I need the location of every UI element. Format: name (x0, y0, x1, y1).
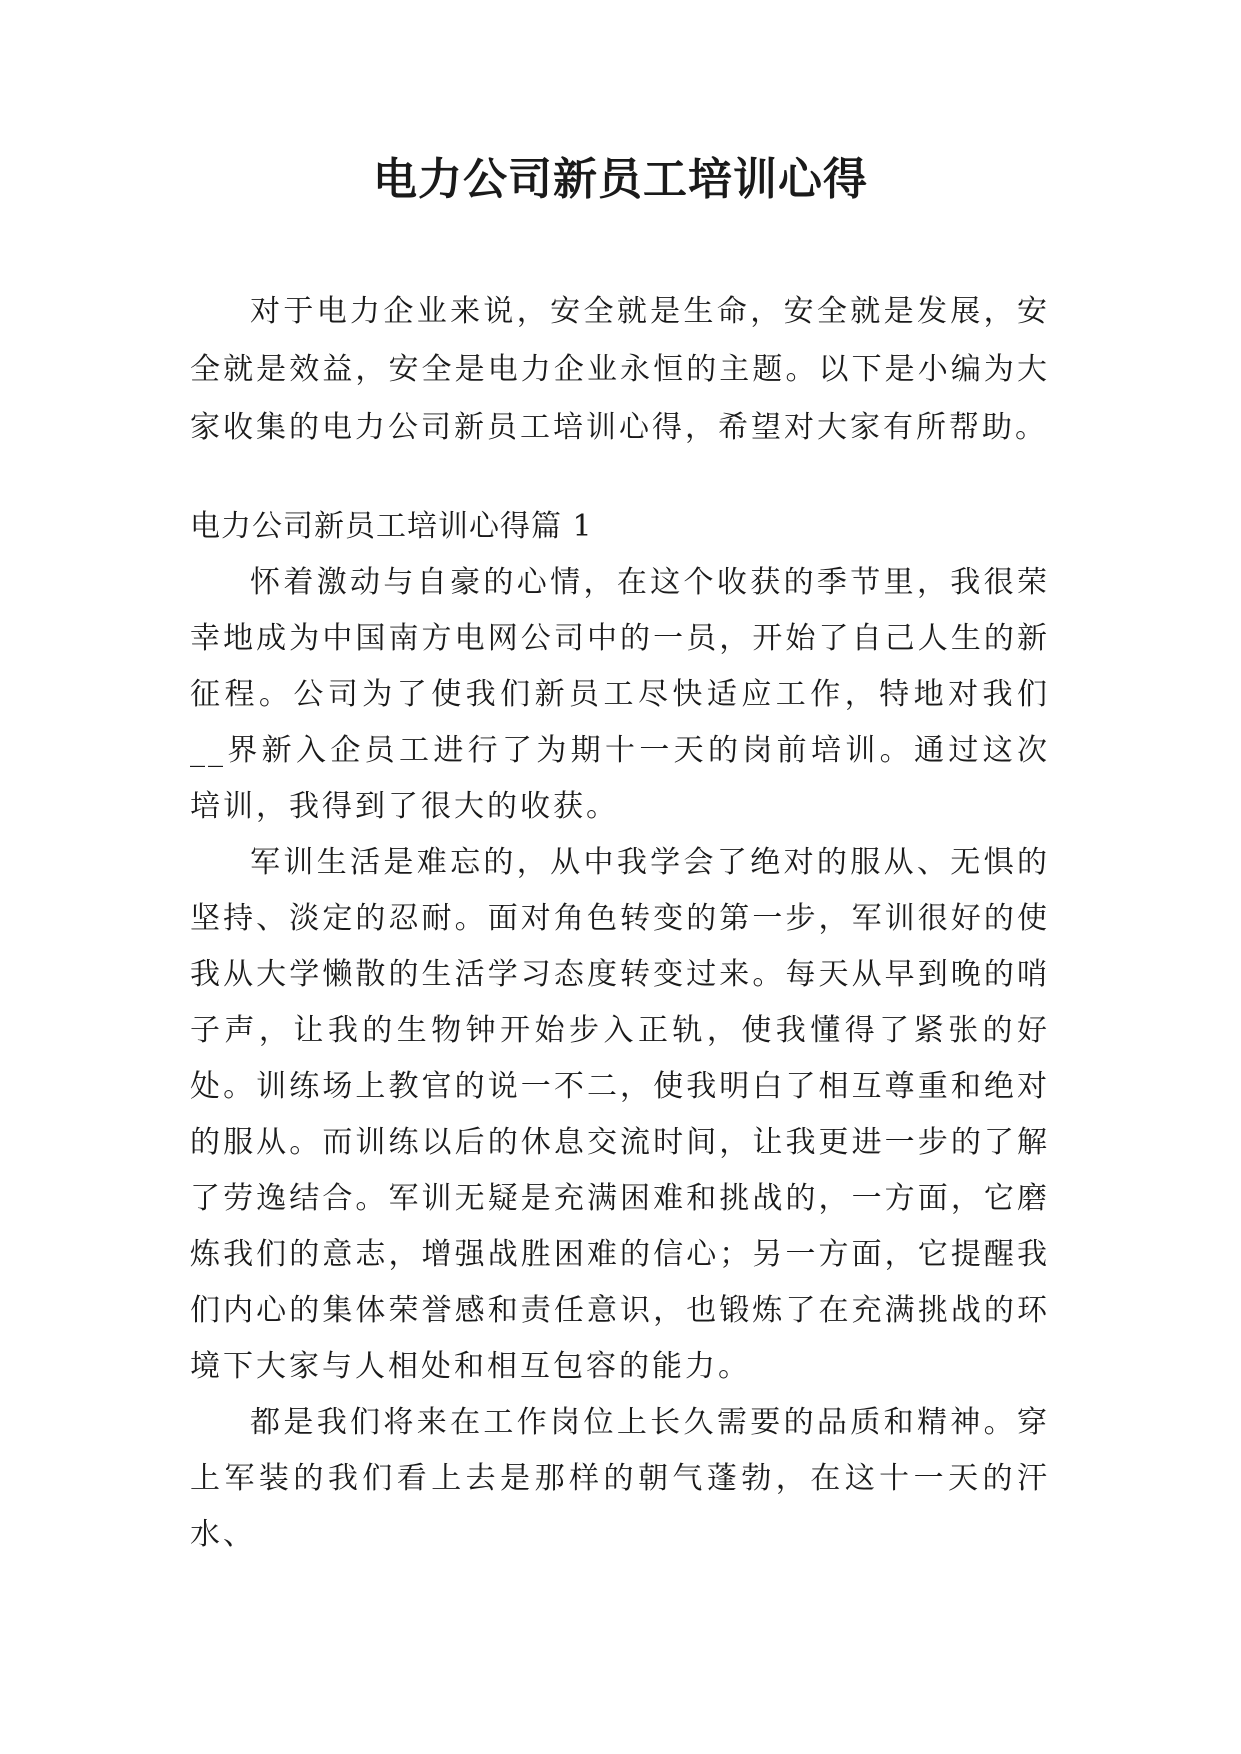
body-paragraph-3: 都是我们将来在工作岗位上长久需要的品质和精神。穿上军装的我们看上去是那样的朝气蓬勃，在这十一天的汗水、 (190, 1405, 1050, 1552)
intro-paragraph: 对于电力企业来说，安全就是生命，安全就是发展，安全就是效益，安全是电力企业永恒的主题。以下是小编为大家收集的电力公司新员工培训心得，希望对大家有所帮助。 (190, 294, 1050, 445)
document-title: 电力公司新员工培训心得 (373, 154, 868, 205)
document-body (190, 283, 1050, 1563)
body-paragraph-1: 怀着激动与自豪的心情，在这个收获的季节里，我很荣幸地成为中国南方电网公司中的一员，开始了自己人生的新征程。公司为了使我们新员工尽快适应工作，特地对我们__界新入企员工进行了为期十一天的岗前培训。通过这次培训，我得到了很大的收获。 (190, 565, 1050, 824)
section-heading: 电力公司新员工培训心得篇 1 (190, 509, 593, 544)
body-paragraph-2: 军训生活是难忘的，从中我学会了绝对的服从、无惧的坚持、淡定的忍耐。面对角色转变的第一步，军训很好的使我从大学懒散的生活学习态度转变过来。每天从早到晚的哨子声，让我的生物钟开始步入正轨，使我懂得了紧张的好处。训练场上教官的说一不二，使我明白了相互尊重和绝对的服从。而训练以后的休息交流时间，让我更进一步的了解了劳逸结合。军训无疑是充满困难和挑战的，一方面，它磨炼我们的意志，增强战胜困难的信心；另一方面，它提醒我们内心的集体荣誉感和责任意识，也锻炼了在充满挑战的环境下大家与人相处和相互包容的能力。 (190, 845, 1050, 1384)
